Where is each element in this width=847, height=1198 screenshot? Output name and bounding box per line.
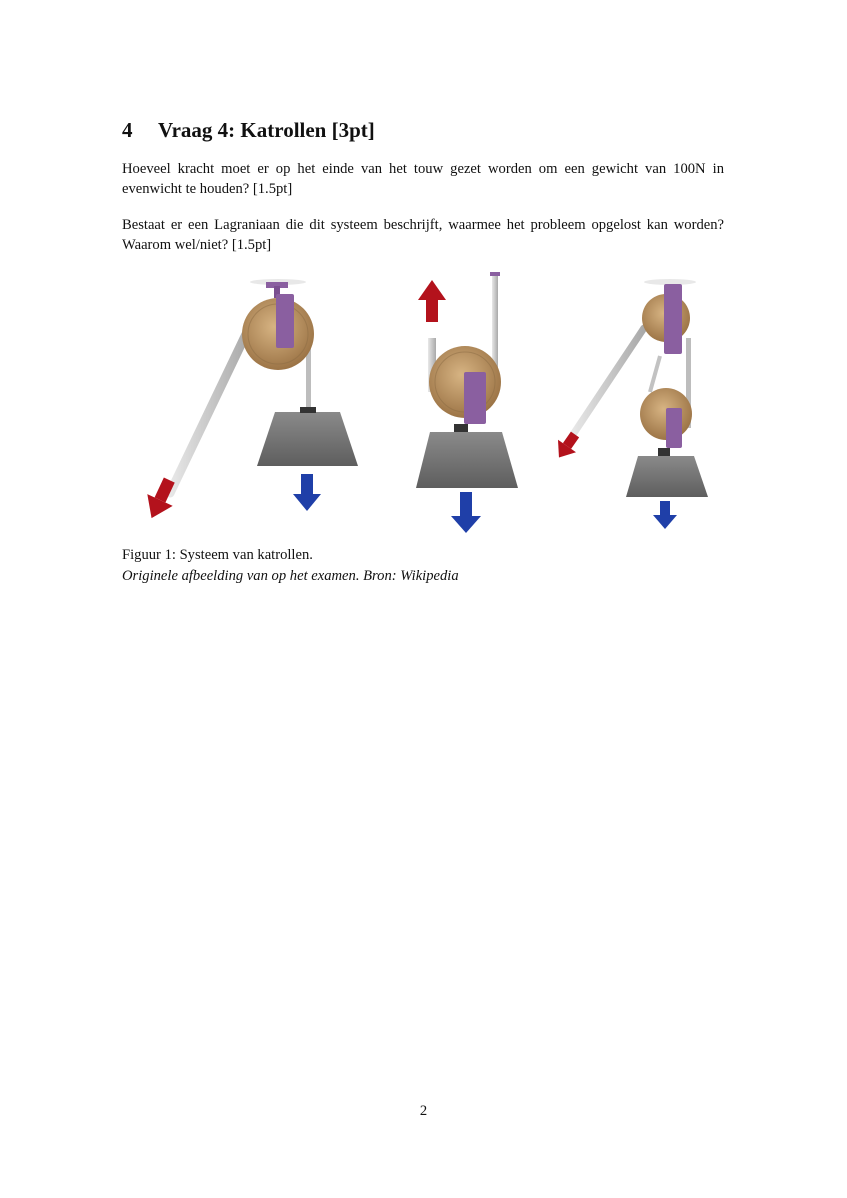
pull-rope: [170, 330, 248, 493]
weight-arrow: [451, 492, 481, 533]
weight-block: [626, 456, 708, 497]
pulley-system-2: [416, 272, 518, 533]
weight-arrow: [653, 501, 677, 529]
question-2-text: Bestaat er een Lagraniaan die dit systeem beschrijft, waarmee het probleem opgelost kan worden? Waarom wel/niet? [1.5pt]: [122, 217, 724, 253]
pulley-systems-figure: [120, 268, 730, 543]
question-1-text: Hoeveel kracht moet er op het einde van het touw gezet worden om een gewicht van 100N in evenwicht te houden? [1.5pt]: [122, 161, 724, 197]
pull-arrow: [418, 280, 446, 322]
weight-arrow: [293, 474, 321, 511]
weight-block: [257, 412, 358, 466]
pulley-system-3: [550, 279, 708, 529]
pull-arrow: [550, 428, 584, 464]
figure-caption: Figuur 1: Systeem van katrollen.: [122, 547, 313, 563]
upper-pulley-bracket: [664, 284, 682, 354]
pull-rope: [572, 328, 644, 436]
weight-block: [416, 432, 518, 488]
pulley-system-1: [139, 279, 358, 524]
page-number: 2: [419, 1103, 428, 1119]
lower-pulley-bracket: [666, 408, 682, 448]
pulley-bracket: [276, 294, 294, 348]
section-heading: [122, 118, 375, 143]
section-number: 4: [122, 118, 133, 142]
pulley-bracket: [464, 372, 486, 424]
section-title: Vraag 4: Katrollen [3pt]: [158, 118, 375, 142]
figure-source: Originele afbeelding van op het examen. Bron: Wikipedia: [122, 568, 459, 584]
